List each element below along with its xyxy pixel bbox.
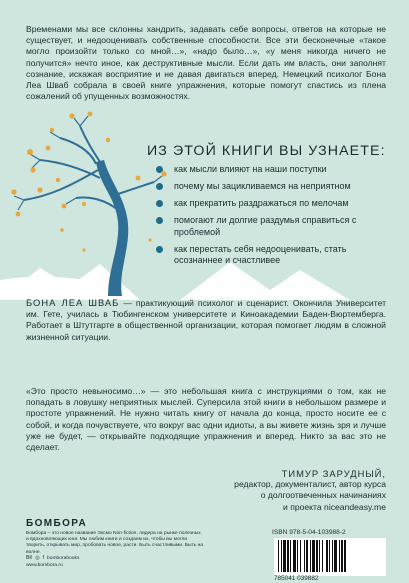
tree-branches [24, 126, 154, 210]
reviewer-title-line: о долгоотвеченных начинаниях [260, 490, 386, 501]
list-item [156, 244, 386, 267]
bullet-dot-icon [156, 166, 163, 173]
instagram-icon: ◎ [35, 555, 40, 561]
publisher-note: Бомбора – это новое название Эксмо Non-fiction, лидера на рынке полезных и вдохновляющих книг. Мы любим книги и создаем их, чтобы вы могли творить, открывать мир, пробовать новое, расти. Быть счастливыми. Быть на волне. [26, 531, 204, 555]
list-item-text: помогают ли долгие раздумья справиться с проблемой [174, 215, 357, 237]
barcode [274, 538, 386, 576]
intro-paragraph: Временами мы все склонны хандрить, задавать себе вопросы, ответов на которые не существует, и недооценивать собственные способности. Все эти бесконечные «такое могло произойти только со мной…», «надо было…», «у меня никогда ничего не получится» нечто иное, как деструктивные мысли. Если дать им власть, они заполнят сознание, искажая восприятие и не давая двигаться вперед. Немецкий психолог Бона Леа Шваб собрала в своей книге упражнения, которые помогут спастись из плена сожалений об упущенных возможностях. [26, 24, 386, 102]
learn-headline: ИЗ ЭТОЙ КНИГИ ВЫ УЗНАЕТЕ: [147, 143, 386, 159]
author-bio [26, 297, 386, 343]
tree-twigs [14, 116, 162, 210]
social-links [26, 555, 79, 561]
reviewer-title-line: и проекта niceandeasy.me [283, 501, 386, 512]
list-item-text: как прекратить раздражаться по мелочам [174, 198, 349, 209]
reviewer-name: ТИМУР ЗАРУДНЫЙ, [281, 468, 386, 479]
list-item-text: как мысли влияют на наши поступки [174, 164, 327, 174]
barcode-bars [274, 538, 386, 574]
list-item [156, 215, 386, 238]
social-handle: bomborabooks [47, 555, 80, 561]
vk-icon: ВК [26, 555, 33, 561]
isbn-label: ISBN 978-5-04-103988-2 [272, 529, 346, 536]
learn-list [156, 164, 386, 272]
reviewer-title-line: редактор, документалист, автор курса [234, 479, 386, 490]
publisher-website: www.bombora.ru [26, 563, 63, 568]
review-paragraph: «Это просто невыносимо…» — это небольшая книга с инструкциями о том, как не попадать в ловушку неприятных мыслей. Суперсила этой книги в небольшом размере и простоте упражнений. Не нужно читать книгу от начала до конца, просто носите ее с собой, и когда почувствуете, что вокруг вас одни идиоты, а вы живете жизнь зря и лучше уже не будет, — открывайте подходящие упражнения и вперед. Никто за вас это не сделает. [26, 386, 386, 453]
list-item [156, 198, 386, 210]
list-item-text: как перестать себя недооценивать, стать осознаннее и счастливее [174, 243, 347, 266]
bullet-dot-icon [156, 246, 163, 253]
orange-leaves [11, 112, 166, 217]
facebook-icon: f [42, 555, 45, 561]
barcode-number: 785041 039882 [274, 575, 319, 582]
bullet-dot-icon [156, 183, 163, 190]
author-name: БОНА ЛЕА ШВАБ [26, 297, 120, 308]
falling-leaves [60, 228, 151, 251]
bullet-dot-icon [156, 217, 163, 224]
bullet-dot-icon [156, 200, 163, 207]
list-item [156, 181, 386, 193]
list-item-text: почему мы зацикливаемся на неприятном [174, 181, 351, 192]
author-bio-text: — практикующий психолог и сценарист. Окончила Университет им. Гете, училась в Тюбингенском университете и Киноакадемии Баден-Вюртемберга. Работает в Штутгарте в общественной организации, которая помогает людям в сложной жизненной ситуации. [26, 298, 387, 342]
publisher-logo: БОМБОРА [26, 518, 88, 529]
reviewer-block [150, 468, 386, 513]
list-item [156, 164, 386, 176]
